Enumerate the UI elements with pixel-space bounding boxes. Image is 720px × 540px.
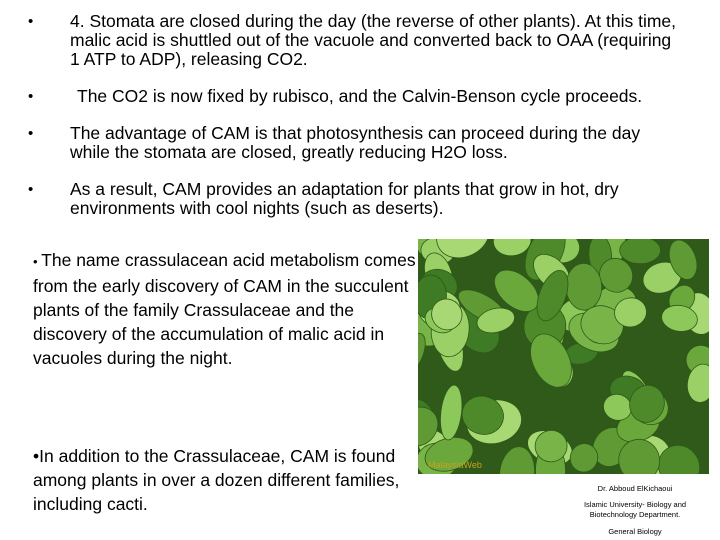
leaf-cluster-image	[418, 239, 709, 474]
succulent-plant-photo	[418, 239, 709, 474]
bullet-icon: •	[28, 88, 34, 105]
crassulacean-paragraph	[33, 248, 418, 370]
leaf-shape	[620, 239, 661, 264]
bullet-text: The CO2 is now fixed by rubisco, and the Calvin-Benson cycle proceeds.	[77, 86, 643, 106]
bullet-item	[28, 124, 678, 162]
bullet-list	[28, 12, 678, 236]
bullet-icon: •	[28, 125, 34, 142]
paragraph-text: The name crassulacean acid metabolism comes from the early discovery of CAM in the succulent plants of the family Crassulaceae and the discovery of the accumulation of malic acid in vacuoles during the night.	[33, 250, 416, 368]
bullet-text: 4. Stomata are closed during the day (the reverse of other plants). At this time, malic acid is shuttled out of the vacuole and converted back to OAA (requiring 1 ATP to ADP), releasing CO2.	[70, 11, 677, 69]
bullet-text: The advantage of CAM is that photosynthesis can proceed during the day while the stomata are closed, greatly reducing H2O loss.	[70, 123, 641, 162]
bullet-item	[28, 180, 678, 218]
author-affiliation: Islamic University- Biology and Biotechnology Department.	[583, 500, 687, 519]
photo-watermark: MalaysiaWeb	[428, 460, 482, 470]
author-name: Dr. Abboud ElKichaoui	[597, 484, 673, 493]
bullet-icon: •	[28, 13, 34, 30]
bullet-icon: •	[28, 181, 34, 198]
course-name: General Biology	[608, 527, 662, 536]
paragraph-text: In addition to the Crassulaceae, CAM is found among plants in over a dozen different families, including cacti.	[33, 446, 400, 514]
bullet-icon: •	[33, 446, 40, 466]
crassulaceae-families-paragraph	[33, 444, 418, 516]
bullet-icon: •	[33, 254, 42, 269]
bullet-item	[28, 87, 678, 106]
bullet-item	[28, 12, 678, 69]
bullet-text: As a result, CAM provides an adaptation for plants that grow in hot, dry environments with cool nights (such as deserts).	[70, 179, 619, 218]
